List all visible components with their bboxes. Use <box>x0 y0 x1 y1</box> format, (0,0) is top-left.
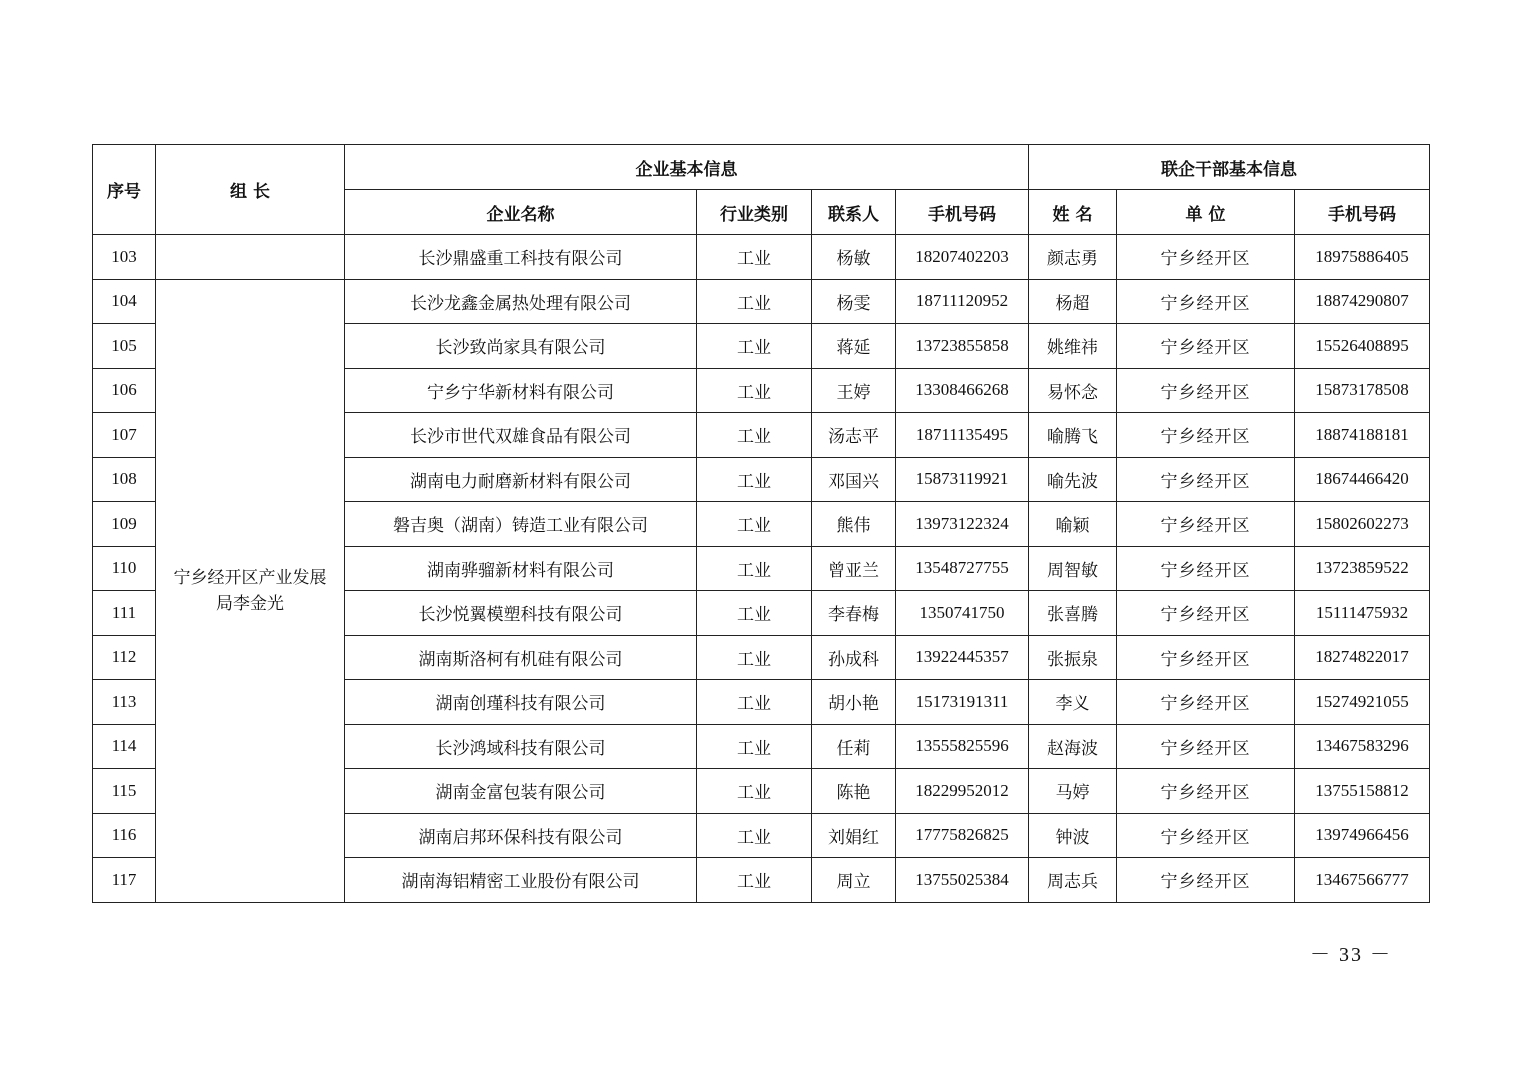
cell-company: 湖南电力耐磨新材料有限公司 <box>345 457 697 502</box>
cell-company: 磐吉奥（湖南）铸造工业有限公司 <box>345 502 697 547</box>
cell-cadre-phone: 15274921055 <box>1295 680 1430 725</box>
header-index: 序号 <box>93 145 156 235</box>
cell-contact: 邓国兴 <box>812 457 896 502</box>
cell-contact: 刘娟红 <box>812 813 896 858</box>
cell-cadre-name: 姚维祎 <box>1029 324 1117 369</box>
cell-cadre-name: 喻先波 <box>1029 457 1117 502</box>
cell-cadre-name: 喻颖 <box>1029 502 1117 547</box>
cell-index: 113 <box>93 680 156 725</box>
cell-phone: 13755025384 <box>896 858 1029 903</box>
cell-contact: 胡小艳 <box>812 680 896 725</box>
cell-cadre-phone: 18674466420 <box>1295 457 1430 502</box>
header-cadre-name: 姓 名 <box>1029 190 1117 235</box>
cell-cadre-phone: 15111475932 <box>1295 591 1430 636</box>
cell-phone: 18711120952 <box>896 279 1029 324</box>
cell-phone: 13723855858 <box>896 324 1029 369</box>
cell-cadre-phone: 13974966456 <box>1295 813 1430 858</box>
cell-industry: 工业 <box>697 546 812 591</box>
cell-cadre-phone: 13467583296 <box>1295 724 1430 769</box>
header-enterprise-group: 企业基本信息 <box>345 145 1029 190</box>
cell-company: 湖南启邦环保科技有限公司 <box>345 813 697 858</box>
cell-cadre-unit: 宁乡经开区 <box>1117 502 1295 547</box>
cell-cadre-name: 钟波 <box>1029 813 1117 858</box>
cell-phone: 18207402203 <box>896 235 1029 280</box>
cell-leader-empty <box>156 235 345 280</box>
cell-industry: 工业 <box>697 279 812 324</box>
header-cadre-group: 联企干部基本信息 <box>1029 145 1430 190</box>
header-cadre-unit: 单 位 <box>1117 190 1295 235</box>
cell-industry: 工业 <box>697 413 812 458</box>
cell-cadre-unit: 宁乡经开区 <box>1117 769 1295 814</box>
page-number: － 33 － <box>1310 944 1392 966</box>
cell-contact: 蒋延 <box>812 324 896 369</box>
cell-index: 111 <box>93 591 156 636</box>
cell-company: 湖南骅骝新材料有限公司 <box>345 546 697 591</box>
cell-cadre-unit: 宁乡经开区 <box>1117 813 1295 858</box>
cell-cadre-phone: 15802602273 <box>1295 502 1430 547</box>
cell-company: 长沙悦翼模塑科技有限公司 <box>345 591 697 636</box>
cell-cadre-unit: 宁乡经开区 <box>1117 546 1295 591</box>
header-cadre-phone: 手机号码 <box>1295 190 1430 235</box>
cell-company: 长沙致尚家具有限公司 <box>345 324 697 369</box>
cell-cadre-name: 周志兵 <box>1029 858 1117 903</box>
cell-cadre-unit: 宁乡经开区 <box>1117 324 1295 369</box>
cell-contact: 杨敏 <box>812 235 896 280</box>
cell-cadre-unit: 宁乡经开区 <box>1117 680 1295 725</box>
cell-cadre-phone: 18274822017 <box>1295 635 1430 680</box>
cell-phone: 1350741750 <box>896 591 1029 636</box>
enterprise-cadre-table <box>92 144 1430 903</box>
cell-company: 湖南金富包装有限公司 <box>345 769 697 814</box>
cell-index: 108 <box>93 457 156 502</box>
cell-index: 109 <box>93 502 156 547</box>
cell-company: 长沙鼎盛重工科技有限公司 <box>345 235 697 280</box>
cell-industry: 工业 <box>697 635 812 680</box>
cell-industry: 工业 <box>697 457 812 502</box>
cell-index: 117 <box>93 858 156 903</box>
cell-index: 112 <box>93 635 156 680</box>
cell-contact: 曾亚兰 <box>812 546 896 591</box>
cell-phone: 17775826825 <box>896 813 1029 858</box>
cell-index: 110 <box>93 546 156 591</box>
cell-phone: 15173191311 <box>896 680 1029 725</box>
cell-cadre-unit: 宁乡经开区 <box>1117 235 1295 280</box>
cell-phone: 18711135495 <box>896 413 1029 458</box>
cell-industry: 工业 <box>697 368 812 413</box>
cell-phone: 13555825596 <box>896 724 1029 769</box>
cell-contact: 杨雯 <box>812 279 896 324</box>
cell-contact: 陈艳 <box>812 769 896 814</box>
cell-index: 105 <box>93 324 156 369</box>
cell-cadre-unit: 宁乡经开区 <box>1117 724 1295 769</box>
cell-company: 长沙市世代双雄食品有限公司 <box>345 413 697 458</box>
cell-contact: 汤志平 <box>812 413 896 458</box>
header-leader: 组 长 <box>156 145 345 235</box>
cell-industry: 工业 <box>697 591 812 636</box>
cell-index: 115 <box>93 769 156 814</box>
cell-cadre-phone: 15873178508 <box>1295 368 1430 413</box>
cell-industry: 工业 <box>697 858 812 903</box>
cell-company: 湖南斯洛柯有机硅有限公司 <box>345 635 697 680</box>
cell-company: 湖南创瑾科技有限公司 <box>345 680 697 725</box>
cell-industry: 工业 <box>697 680 812 725</box>
cell-index: 116 <box>93 813 156 858</box>
cell-contact: 王婷 <box>812 368 896 413</box>
cell-cadre-name: 马婷 <box>1029 769 1117 814</box>
cell-phone: 13548727755 <box>896 546 1029 591</box>
cell-company: 湖南海铝精密工业股份有限公司 <box>345 858 697 903</box>
cell-phone: 18229952012 <box>896 769 1029 814</box>
table-row <box>93 279 1430 324</box>
cell-cadre-unit: 宁乡经开区 <box>1117 591 1295 636</box>
cell-cadre-phone: 13755158812 <box>1295 769 1430 814</box>
cell-contact: 周立 <box>812 858 896 903</box>
table-body <box>93 235 1430 903</box>
cell-cadre-name: 易怀念 <box>1029 368 1117 413</box>
cell-contact: 孙成科 <box>812 635 896 680</box>
cell-cadre-phone: 18874290807 <box>1295 279 1430 324</box>
header-enterprise-name: 企业名称 <box>345 190 697 235</box>
cell-cadre-phone: 18874188181 <box>1295 413 1430 458</box>
cell-industry: 工业 <box>697 324 812 369</box>
header-contact: 联系人 <box>812 190 896 235</box>
cell-cadre-unit: 宁乡经开区 <box>1117 635 1295 680</box>
cell-cadre-name: 李义 <box>1029 680 1117 725</box>
table-row <box>93 235 1430 280</box>
cell-cadre-name: 赵海波 <box>1029 724 1117 769</box>
cell-cadre-name: 喻腾飞 <box>1029 413 1117 458</box>
header-phone: 手机号码 <box>896 190 1029 235</box>
cell-contact: 任莉 <box>812 724 896 769</box>
cell-cadre-name: 颜志勇 <box>1029 235 1117 280</box>
cell-index: 103 <box>93 235 156 280</box>
cell-cadre-name: 周智敏 <box>1029 546 1117 591</box>
cell-cadre-name: 张振泉 <box>1029 635 1117 680</box>
cell-index: 114 <box>93 724 156 769</box>
cell-index: 104 <box>93 279 156 324</box>
cell-industry: 工业 <box>697 813 812 858</box>
cell-cadre-phone: 15526408895 <box>1295 324 1430 369</box>
cell-company: 长沙鸿域科技有限公司 <box>345 724 697 769</box>
cell-industry: 工业 <box>697 769 812 814</box>
header-industry: 行业类别 <box>697 190 812 235</box>
cell-cadre-unit: 宁乡经开区 <box>1117 457 1295 502</box>
cell-cadre-unit: 宁乡经开区 <box>1117 858 1295 903</box>
cell-cadre-name: 张喜腾 <box>1029 591 1117 636</box>
cell-phone: 13922445357 <box>896 635 1029 680</box>
cell-industry: 工业 <box>697 502 812 547</box>
cell-phone: 15873119921 <box>896 457 1029 502</box>
cell-phone: 13973122324 <box>896 502 1029 547</box>
cell-cadre-name: 杨超 <box>1029 279 1117 324</box>
leader-group-text: 宁乡经开区产业发展局李金光 <box>173 567 327 614</box>
cell-index: 107 <box>93 413 156 458</box>
cell-cadre-phone: 13467566777 <box>1295 858 1430 903</box>
cell-index: 106 <box>93 368 156 413</box>
cell-company: 宁乡宁华新材料有限公司 <box>345 368 697 413</box>
cell-industry: 工业 <box>697 724 812 769</box>
cell-contact: 熊伟 <box>812 502 896 547</box>
cell-phone: 13308466268 <box>896 368 1029 413</box>
cell-cadre-unit: 宁乡经开区 <box>1117 413 1295 458</box>
cell-company: 长沙龙鑫金属热处理有限公司 <box>345 279 697 324</box>
cell-leader-group <box>156 279 345 902</box>
cell-cadre-phone: 18975886405 <box>1295 235 1430 280</box>
cell-cadre-unit: 宁乡经开区 <box>1117 368 1295 413</box>
cell-contact: 李春梅 <box>812 591 896 636</box>
cell-cadre-phone: 13723859522 <box>1295 546 1430 591</box>
cell-industry: 工业 <box>697 235 812 280</box>
cell-cadre-unit: 宁乡经开区 <box>1117 279 1295 324</box>
